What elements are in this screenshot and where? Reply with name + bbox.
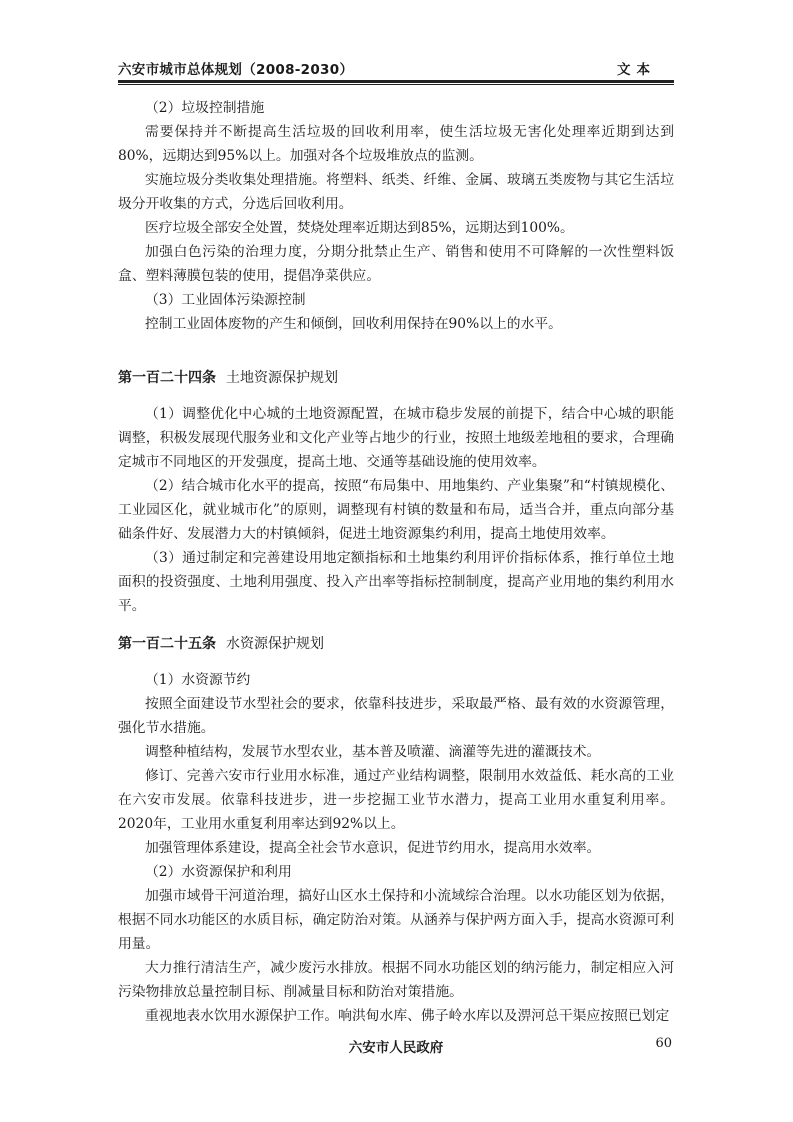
paragraph: 大力推行清洁生产，减少废污水排放。根据不同水功能区划的纳污能力，制定相应入河污染物排放总量控制目标、削减量目标和防治对策措施。: [118, 960, 674, 1000]
paragraph: （1）水资源节约: [145, 672, 251, 688]
paragraph: 需要保持并不断提高生活垃圾的回收利用率，使生活垃圾无害化处理率近期到达到80%，远期达到95%以上。加强对各个垃圾堆放点的监测。: [118, 124, 674, 164]
header-section-label: 文本: [617, 62, 656, 78]
article-number: 第一百二十四条: [118, 370, 216, 386]
paragraph: （2）结合城市化水平的提高，按照“布局集中、用地集约、产业集聚”和“村镇规模化、工业园区化，就业城市化”的原则，调整现有村镇的数量和布局，适当合并，重点向部分基础条件好、发展潜力大的村镇倾斜，促进土地资源集约利用，提高土地使用效率。: [118, 478, 674, 542]
article-heading: [118, 632, 674, 656]
article-title: 土地资源保护规划: [226, 370, 338, 386]
paragraph: 调整种植结构，发展节水型农业，基本普及喷灌、滴灌等先进的灌溉技术。: [145, 744, 601, 760]
paragraph: 加强白色污染的治理力度，分期分批禁止生产、销售和使用不可降解的一次性塑料饭盒、塑料薄膜包装的使用，提倡净菜供应。: [118, 244, 674, 284]
document-title: 六安市城市总体规划（2008-2030）: [118, 62, 354, 78]
paragraph: 修订、完善六安市行业用水标准，通过产业结构调整，限制用水效益低、耗水高的工业在六安市发展。依靠科技进步，进一步挖掘工业节水潜力，提高工业用水重复利用率。2020年，工业用水重复利用率达到92%以上。: [118, 768, 674, 832]
document-body: [118, 96, 674, 1028]
footer-organization: 六安市人民政府: [348, 1040, 444, 1056]
paragraph: 控制工业固体废物的产生和倾倒，回收利用保持在90%以上的水平。: [145, 316, 562, 332]
paragraph: 实施垃圾分类收集处理措施。将塑料、纸类、纤维、金属、玻璃五类废物与其它生活垃圾分开收集的方式，分选后回收利用。: [118, 172, 674, 212]
article-title: 水资源保护规划: [226, 636, 324, 652]
article-heading: [118, 366, 674, 390]
paragraph: 重视地表水饮用水源保护工作。响洪甸水库、佛子岭水库以及淠河总干渠应按照已划定: [145, 1008, 670, 1024]
paragraph: 加强市域骨干河道治理，搞好山区水土保持和小流域综合治理。以水功能区划为依据，根据不同水功能区的水质目标，确定防治对策。从涵养与保护两方面入手，提高水资源可利用量。: [118, 888, 674, 952]
header-rule-thick: [118, 80, 674, 83]
paragraph: 按照全面建设节水型社会的要求，依靠科技进步，采取最严格、最有效的水资源管理，强化节水措施。: [118, 696, 674, 736]
paragraph: 加强管理体系建设，提高全社会节水意识，促进节约用水，提高用水效率。: [145, 840, 601, 856]
page-header: [118, 56, 674, 78]
paragraph: （3）工业固体污染源控制: [145, 292, 306, 308]
paragraph: （2）垃圾控制措施: [145, 100, 265, 116]
header-rule-thin: [118, 84, 674, 85]
page-footer: [118, 1036, 674, 1058]
paragraph: （3）通过制定和完善建设用地定额指标和土地集约利用评价指标体系，推行单位土地面积的投资强度、土地利用强度、投入产出率等指标控制制度，提高产业用地的集约利用水平。: [118, 550, 674, 614]
page-number: 60: [655, 1036, 672, 1051]
article-number: 第一百二十五条: [118, 636, 216, 652]
paragraph: （1）调整优化中心城的土地资源配置，在城市稳步发展的前提下，结合中心城的职能调整，积极发展现代服务业和文化产业等占地少的行业，按照土地级差地租的要求，合理确定城市不同地区的开发强度，提高土地、交通等基础设施的使用效率。: [118, 406, 674, 470]
paragraph: 医疗垃圾全部安全处置，焚烧处理率近期达到85%，远期达到100%。: [145, 220, 574, 236]
paragraph: （2）水资源保护和利用: [145, 864, 292, 880]
